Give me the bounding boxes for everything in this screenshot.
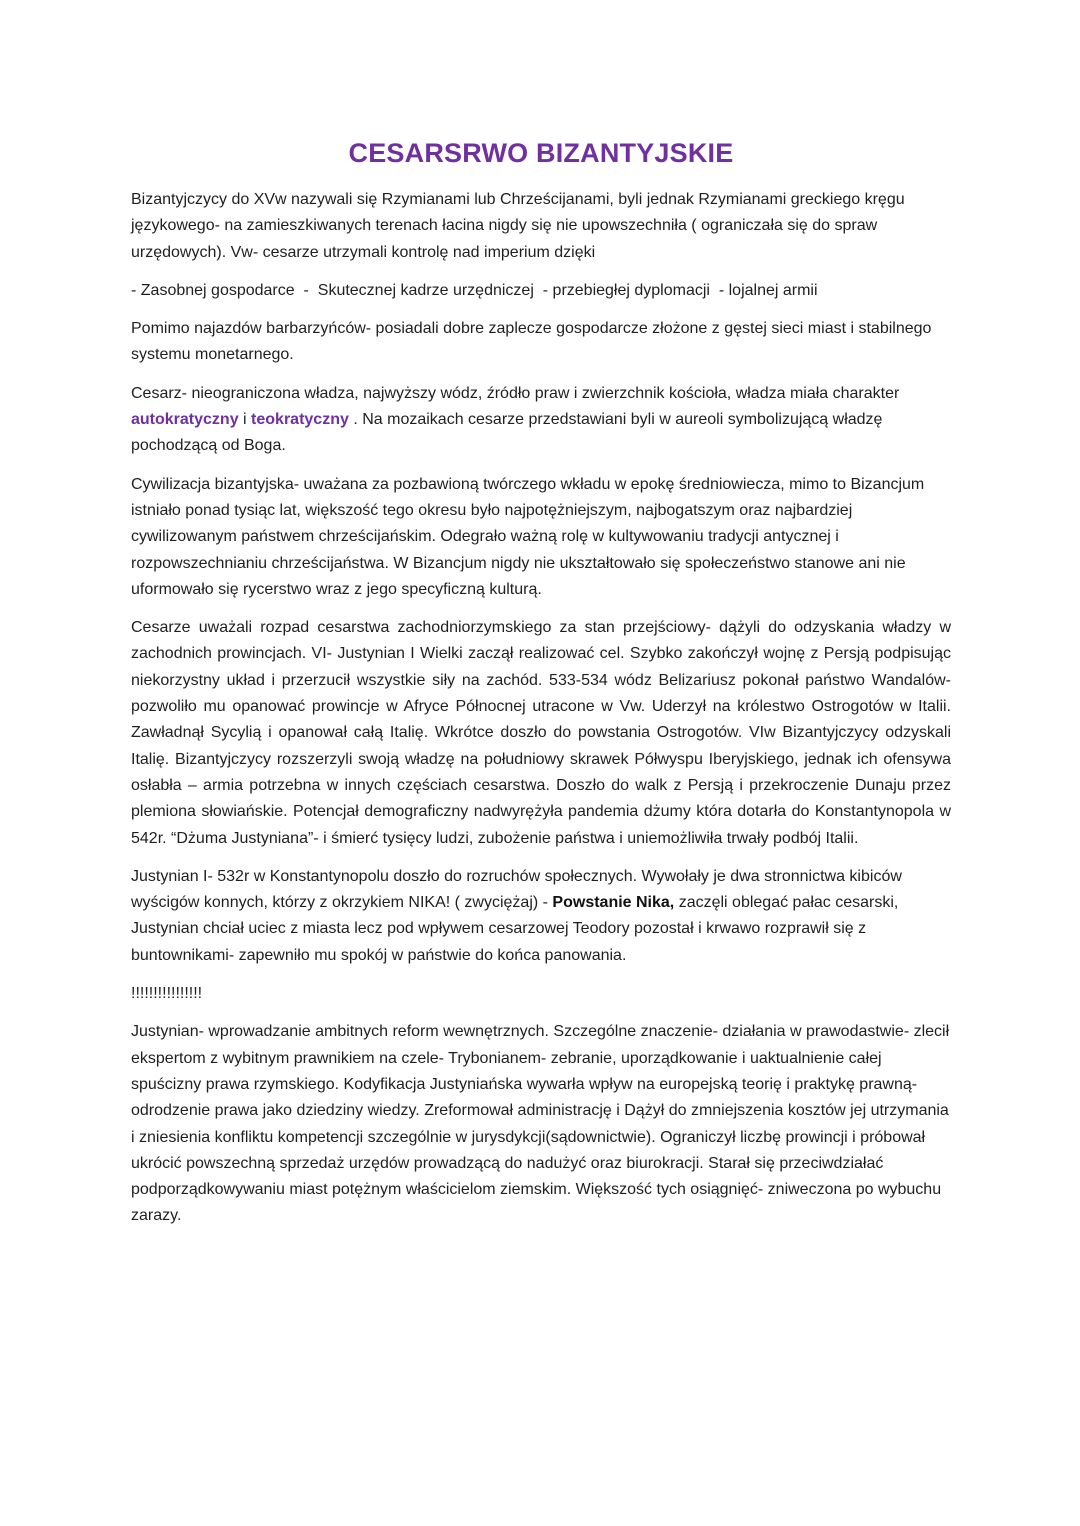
paragraph-nika <box>131 864 951 969</box>
paragraph-exclamation: !!!!!!!!!!!!!!!! <box>131 985 203 1003</box>
paragraph-reforms: Justynian- wprowadzanie ambitnych reform wewnętrznych. Szczególne znaczenie- działania w prawodastwie- zlecił ekspertom z wybitnym prawnikiem na czele- Trybonianem- zebranie, uporządkowanie i uaktualnienie całej spuścizny prawa rzymskiego. Kodyfikacja Justyniańska wywarła wpływ na europejską teorię i praktykę prawną- odrodzenie prawa jako dziedziny wiedzy. Zreformował administrację i Dążył do zmniejszenia kosztów jej utrzymania i zniesienia konfliktu kompetencji szczególnie w jurysdykcji(sądownictwie). Ograniczył liczbę prowincji i próbował ukrócić powszechną sprzedaż urzędów prowadzącą do nadużyć oraz biurokracji. Starał się przeciwdziałać podporządkowywaniu miast potężnym właścicielom ziemskim. Większość tych osiągnięć- zniweczona po wybuchu zarazy. <box>131 1023 950 1225</box>
term-theocratic: teokratyczny <box>251 411 349 429</box>
emperor-text-and: i <box>238 411 252 429</box>
paragraph-intro: Bizantyjczycy do XVw nazywali się Rzymianami lub Chrześcijanami, byli jednak Rzymianami greckiego kręgu językowego- na zamieszkiwanych terenach łacina nigdy się nie upowszechniła ( ograniczała się do spraw urzędowych). Vw- cesarze utrzymali kontrolę nad imperium dzięki <box>131 191 905 261</box>
paragraph-list-factors: - Zasobnej gospodarce - Skutecznej kadrze urzędniczej - przebiegłej dyplomacji - lojalnej armii <box>131 281 818 299</box>
nika-text-end: zaczęli oblegać pałac cesarski, Justynian chciał uciec z miasta lecz pod wpływem cesarzowej Teodory pozostał i krwawo rozprawił się z buntownikami- zapewniło mu spokój w państwie do końca panowania. <box>131 894 899 964</box>
paragraph-civilization: Cywilizacja bizantyjska- uważana za pozbawioną twórczego wkładu w epokę średniowiecza, mimo to Bizancjum istniało ponad tysiąc lat, większość tego okresu było najpotężniejszym, najbogatszym oraz najbardziej cywilizowanym państwem chrześcijańskim. Odegrało ważną rolę w kultywowaniu tradycji antycznej i rozpowszechnianiu chrześcijaństwa. W Bizancjum nigdy nie ukształtowało się społeczeństwo stanowe ani nie uformowało się rycerstwo wraz z jego specyficzną kulturą. <box>131 475 925 598</box>
document-title: CESARSRWO BIZANTYJSKIE <box>348 138 734 168</box>
term-autocratic: autokratyczny <box>131 411 239 429</box>
document-page <box>131 128 951 1242</box>
paragraph-emperor <box>131 381 951 460</box>
nika-text-start: Justynian I- 532r w Konstantynopolu doszło do rozruchów społecznych. Wywołały je dwa stronnictwa kibiców wyścigów konnych, którzy z okrzykiem NIKA! ( zwyciężaj) - <box>131 867 902 912</box>
paragraph-economy: Pomimo najazdów barbarzyńców- posiadali dobre zaplecze gospodarcze złożone z gęstej sieci miast i stabilnego systemu monetarnego. <box>131 320 932 364</box>
emperor-text-start: Cesarz- nieograniczona władza, najwyższy wódz, źródło praw i zwierzchnik kościoła, władza miała charakter <box>131 384 900 402</box>
nika-revolt-label: Powstanie Nika, <box>552 894 675 912</box>
paragraph-reconquest: Cesarze uważali rozpad cesarstwa zachodniorzymskiego za stan przejściowy- dążyli do odzyskania władzy w zachodnich prowincjach. VI- Justynian I Wielki zaczął realizować cel. Szybko zakończył wojnę z Persją podpisując niekorzystny układ i przerzucił wszystkie siły na zachód. 533-534 wódz Belizariusz pokonał państwo Wandalów- pozwoliło mu opanować prowincje w Afryce Północnej utracone w Vw. Uderzył na królestwo Ostrogotów w Italii. Zawładnął Sycylią i opanował całą Italię. Wkrótce doszło do powstania Ostrogotów. VIw Bizantyjczycy odzyskali Italię. Bizantyjczycy rozszerzyli swoją władzę na południowy skrawek Półwyspu Iberyjskiego, jednak ich ofensywa osłabła – armia potrzebna w innych częściach cesarstwa. Doszło do walk z Persją i przekroczenie Dunaju przez plemiona słowiańskie. Potencjał demograficzny nadwyrężyła pandemia dżumy która dotarła do Konstantynopola w 542r. “Dżuma Justyniana”- i śmierć tysięcy ludzi, zubożenie państwa i uniemożliwiła trwały podbój Italii. <box>131 619 951 847</box>
emperor-text-end: . Na mozaikach cesarze przedstawiani byli w aureoli symbolizującą władzę pochodzącą od Boga. <box>131 411 883 455</box>
